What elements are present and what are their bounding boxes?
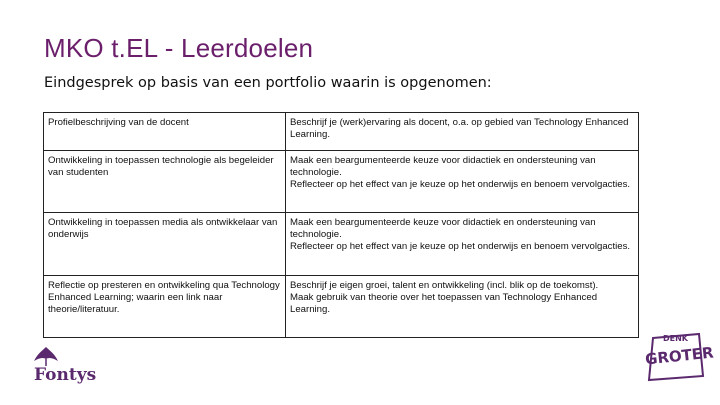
- table-cell-goal: Ontwikkeling in toepassen media als ontwikkelaar van onderwijs: [44, 213, 286, 276]
- fontys-emblem-icon: [32, 345, 60, 367]
- table-cell-goal: Ontwikkeling in toepassen technologie als begeleider van studenten: [44, 151, 286, 213]
- table-cell-goal: Profielbeschrijving van de docent: [44, 113, 286, 151]
- table-row: [44, 276, 639, 338]
- table-cell-description: Beschrijf je eigen groei, talent en ontwikkeling (incl. blik op de toekomst). Maak gebruik van theorie over het toepassen van Technology Enhanced Learning.: [286, 276, 639, 338]
- badge-bottom-text: GROTER: [644, 343, 715, 369]
- badge-top-text: DENK: [663, 334, 688, 343]
- table-row: [44, 113, 639, 151]
- table-cell-description: Beschrijf je (werk)ervaring als docent, o.a. op gebied van Technology Enhanced Learning.: [286, 113, 639, 151]
- table-row: [44, 213, 639, 276]
- table-cell-goal: Reflectie op presteren en ontwikkeling qua Technology Enhanced Learning; waarin een link naar theorie/literatuur.: [44, 276, 286, 338]
- learning-goals-table: [43, 112, 639, 338]
- table-row: [44, 151, 639, 213]
- slide-subtitle: Eindgesprek op basis van een portfolio waarin is opgenomen:: [44, 75, 492, 91]
- slide-title: MKO t.EL - Leerdoelen: [44, 33, 314, 63]
- table-cell-description: Maak een beargumenteerde keuze voor didactiek en ondersteuning van technologie. Reflecteer op het effect van je keuze op het onderwijs en benoem vervolgacties.: [286, 151, 639, 213]
- denk-groter-badge: [643, 332, 715, 384]
- fontys-logo: [24, 345, 104, 390]
- table-cell-description: Maak een beargumenteerde keuze voor didactiek en ondersteuning van technologie. Reflecteer op het effect van je keuze op het onderwijs en benoem vervolgacties.: [286, 213, 639, 276]
- fontys-logo-text: Fontys: [34, 365, 97, 385]
